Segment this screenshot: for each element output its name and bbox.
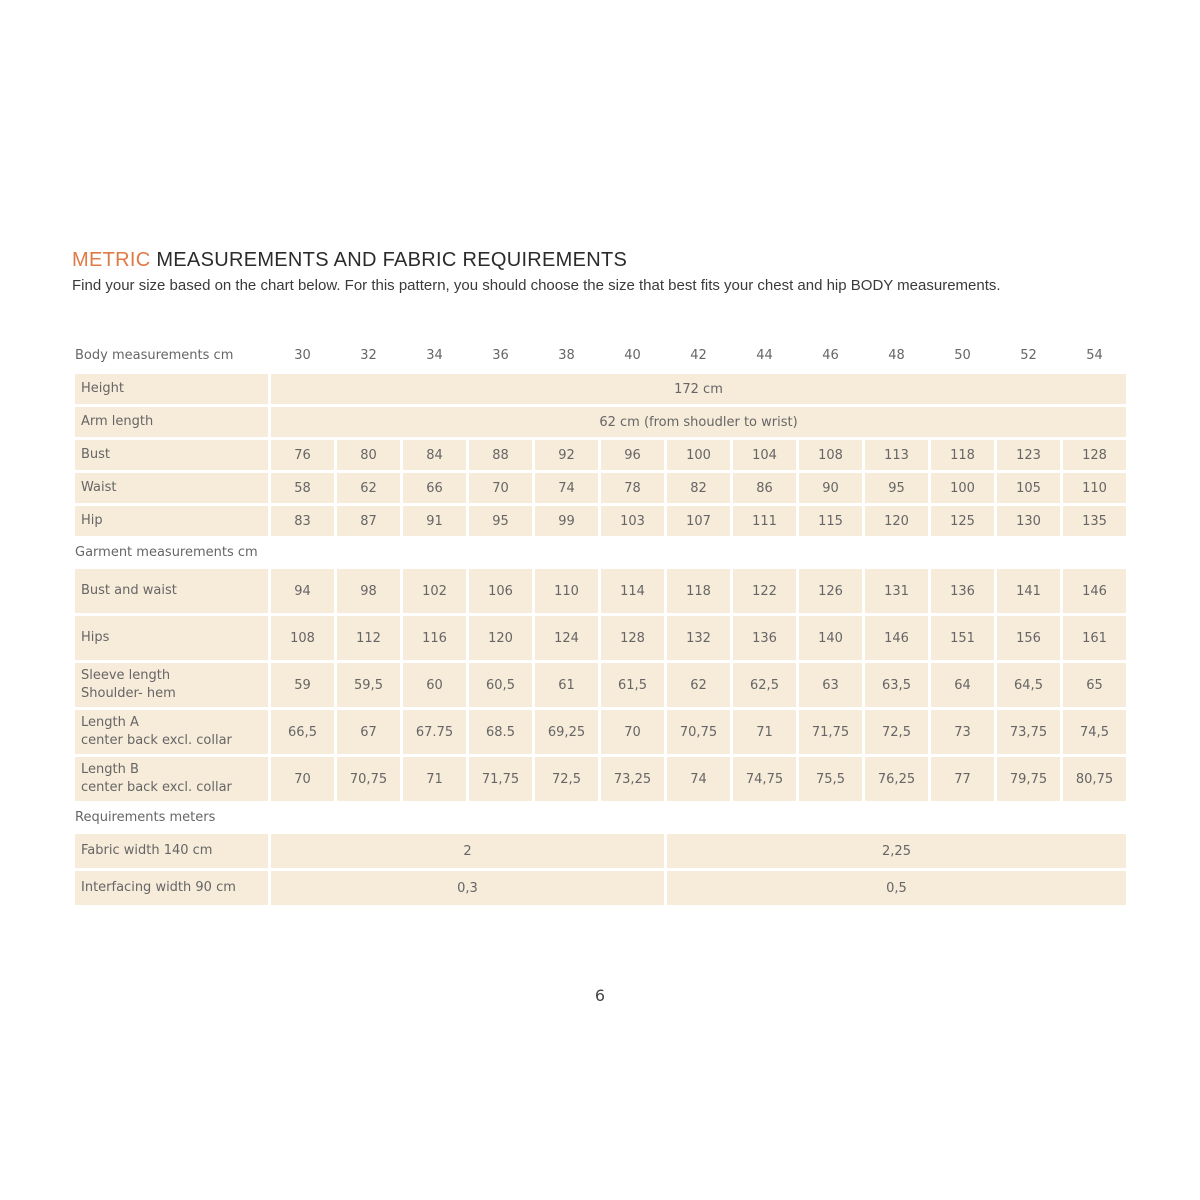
size-header-cell: 34 — [426, 348, 443, 363]
table-cell: 116 — [403, 616, 466, 660]
table-cell: 104 — [733, 440, 796, 470]
table-cell: 74,5 — [1063, 710, 1126, 754]
table-cell: 63,5 — [865, 663, 928, 707]
table-cell: 110 — [1063, 473, 1126, 503]
table-cell: 90 — [799, 473, 862, 503]
table-cell: 77 — [931, 757, 994, 801]
table-cell: 71,75 — [799, 710, 862, 754]
size-chart-table — [72, 337, 1129, 908]
table-cell: 113 — [865, 440, 928, 470]
table-cell: 94 — [271, 569, 334, 613]
table-cell: 78 — [601, 473, 664, 503]
table-row — [75, 757, 1126, 801]
table-cell: 80,75 — [1063, 757, 1126, 801]
table-cell: 86 — [733, 473, 796, 503]
table-cell: 73 — [931, 710, 994, 754]
size-header-cell: 46 — [822, 348, 839, 363]
table-cell: 124 — [535, 616, 598, 660]
table-cell: 130 — [997, 506, 1060, 536]
table-cell: 58 — [271, 473, 334, 503]
table-cell: 151 — [931, 616, 994, 660]
table-cell: 73,25 — [601, 757, 664, 801]
table-cell: 136 — [733, 616, 796, 660]
row-label-line2: center back excl. collar — [81, 780, 232, 795]
page-title — [72, 249, 627, 272]
table-cell: 118 — [667, 569, 730, 613]
table-cell: 125 — [931, 506, 994, 536]
table-cell: 74 — [667, 757, 730, 801]
size-header-cell: 32 — [360, 348, 377, 363]
table-cell: 71 — [733, 710, 796, 754]
table-cell: 105 — [997, 473, 1060, 503]
table-cell: 66 — [403, 473, 466, 503]
table-cell: 118 — [931, 440, 994, 470]
table-cell: 95 — [469, 506, 532, 536]
table-cell: 140 — [799, 616, 862, 660]
table-row — [75, 407, 1126, 437]
table-cell: 120 — [865, 506, 928, 536]
table-cell: 62 — [337, 473, 400, 503]
requirements-section-row — [75, 804, 1126, 831]
table-cell: 84 — [403, 440, 466, 470]
table-cell: 76 — [271, 440, 334, 470]
size-header-cell: 44 — [756, 348, 773, 363]
table-row — [75, 506, 1126, 536]
table-cell: 62 — [667, 663, 730, 707]
table-cell: 106 — [469, 569, 532, 613]
table-cell: 72,5 — [865, 710, 928, 754]
table-row — [75, 663, 1126, 707]
table-cell: 128 — [1063, 440, 1126, 470]
table-cell: 74 — [535, 473, 598, 503]
table-cell: 131 — [865, 569, 928, 613]
size-header-cell: 38 — [558, 348, 575, 363]
table-cell: 132 — [667, 616, 730, 660]
size-header-cell: 30 — [294, 348, 311, 363]
row-label: Bust — [75, 440, 268, 470]
table-cell: 115 — [799, 506, 862, 536]
row-label-line1: Hips — [81, 630, 110, 645]
table-row — [75, 473, 1126, 503]
table-cell: 71,75 — [469, 757, 532, 801]
table-row — [75, 374, 1126, 404]
row-label-line2: Shoulder- hem — [81, 686, 176, 701]
requirement-small-sizes: 0,3 — [271, 871, 664, 905]
row-label: Height — [75, 374, 268, 404]
table-row — [75, 871, 1126, 905]
table-cell: 135 — [1063, 506, 1126, 536]
table-cell: 146 — [865, 616, 928, 660]
table-cell: 112 — [337, 616, 400, 660]
table-cell: 74,75 — [733, 757, 796, 801]
row-label-line2: center back excl. collar — [81, 733, 232, 748]
table-cell: 67.75 — [403, 710, 466, 754]
table-cell: 63 — [799, 663, 862, 707]
table-cell: 59,5 — [337, 663, 400, 707]
table-cell: 128 — [601, 616, 664, 660]
title-accent: METRIC — [72, 249, 151, 271]
table-cell: 65 — [1063, 663, 1126, 707]
table-cell: 91 — [403, 506, 466, 536]
page-number: 6 — [594, 986, 606, 1005]
table-cell: 122 — [733, 569, 796, 613]
table-cell: 88 — [469, 440, 532, 470]
size-header-cell: 52 — [1020, 348, 1037, 363]
size-header-cell: 54 — [1086, 348, 1103, 363]
table-cell: 103 — [601, 506, 664, 536]
row-label — [75, 710, 268, 754]
table-cell: 60 — [403, 663, 466, 707]
table-cell: 111 — [733, 506, 796, 536]
requirement-small-sizes: 2 — [271, 834, 664, 868]
table-row — [75, 834, 1126, 868]
row-label: Arm length — [75, 407, 268, 437]
table-cell: 76,25 — [865, 757, 928, 801]
table-cell: 70 — [469, 473, 532, 503]
table-cell: 156 — [997, 616, 1060, 660]
table-cell: 83 — [271, 506, 334, 536]
row-label-line1: Length A — [81, 715, 139, 730]
size-header-row — [75, 340, 1126, 371]
size-header-cell: 36 — [492, 348, 509, 363]
table-row — [75, 710, 1126, 754]
row-label-line1: Sleeve length — [81, 668, 171, 683]
table-cell: 141 — [997, 569, 1060, 613]
intro-text: Find your size based on the chart below. For this pattern, you should choose the size that best fits your chest and hip BODY measurements. — [72, 277, 1001, 294]
row-label: Hip — [75, 506, 268, 536]
table-cell: 73,75 — [997, 710, 1060, 754]
row-label — [75, 569, 268, 613]
table-cell: 71 — [403, 757, 466, 801]
table-cell: 96 — [601, 440, 664, 470]
table-cell: 61,5 — [601, 663, 664, 707]
table-cell: 123 — [997, 440, 1060, 470]
table-cell: 79,75 — [997, 757, 1060, 801]
table-cell: 126 — [799, 569, 862, 613]
requirement-large-sizes: 0,5 — [667, 871, 1126, 905]
table-cell: 70 — [271, 757, 334, 801]
table-cell: 136 — [931, 569, 994, 613]
table-cell: 114 — [601, 569, 664, 613]
table-cell: 120 — [469, 616, 532, 660]
table-cell: 64 — [931, 663, 994, 707]
table-cell: 60,5 — [469, 663, 532, 707]
table-cell: 69,25 — [535, 710, 598, 754]
table-cell: 70,75 — [337, 757, 400, 801]
requirement-large-sizes: 2,25 — [667, 834, 1126, 868]
row-label — [75, 663, 268, 707]
row-label: Fabric width 140 cm — [75, 834, 268, 868]
row-label-line1: Bust and waist — [81, 583, 177, 598]
table-cell: 92 — [535, 440, 598, 470]
row-span-value: 62 cm (from shoudler to wrist) — [271, 407, 1126, 437]
table-cell: 87 — [337, 506, 400, 536]
table-cell: 102 — [403, 569, 466, 613]
table-cell: 98 — [337, 569, 400, 613]
table-cell: 64,5 — [997, 663, 1060, 707]
body-measurements-heading: Body measurements cm — [75, 348, 234, 363]
table-cell: 70,75 — [667, 710, 730, 754]
table-cell: 108 — [799, 440, 862, 470]
table-cell: 70 — [601, 710, 664, 754]
table-cell: 82 — [667, 473, 730, 503]
garment-section-row — [75, 539, 1126, 566]
table-cell: 146 — [1063, 569, 1126, 613]
table-cell: 161 — [1063, 616, 1126, 660]
size-header-cell: 42 — [690, 348, 707, 363]
row-label — [75, 616, 268, 660]
row-label: Interfacing width 90 cm — [75, 871, 268, 905]
size-header-cell: 40 — [624, 348, 641, 363]
table-cell: 66,5 — [271, 710, 334, 754]
table-cell: 61 — [535, 663, 598, 707]
row-span-value: 172 cm — [271, 374, 1126, 404]
table-cell: 62,5 — [733, 663, 796, 707]
table-row — [75, 569, 1126, 613]
size-header-cell: 48 — [888, 348, 905, 363]
table-cell: 72,5 — [535, 757, 598, 801]
table-cell: 100 — [667, 440, 730, 470]
table-cell: 108 — [271, 616, 334, 660]
table-cell: 59 — [271, 663, 334, 707]
requirements-section-heading: Requirements meters — [75, 810, 216, 825]
table-cell: 68.5 — [469, 710, 532, 754]
table-cell: 100 — [931, 473, 994, 503]
row-label — [75, 757, 268, 801]
table-cell: 95 — [865, 473, 928, 503]
table-cell: 80 — [337, 440, 400, 470]
table-cell: 110 — [535, 569, 598, 613]
table-cell: 107 — [667, 506, 730, 536]
size-header-cell: 50 — [954, 348, 971, 363]
table-cell: 99 — [535, 506, 598, 536]
table-cell: 75,5 — [799, 757, 862, 801]
table-row — [75, 616, 1126, 660]
row-label-line1: Length B — [81, 762, 139, 777]
garment-section-heading: Garment measurements cm — [75, 545, 258, 560]
row-label: Waist — [75, 473, 268, 503]
table-cell: 67 — [337, 710, 400, 754]
table-row — [75, 440, 1126, 470]
title-rest: MEASUREMENTS AND FABRIC REQUIREMENTS — [150, 249, 628, 271]
